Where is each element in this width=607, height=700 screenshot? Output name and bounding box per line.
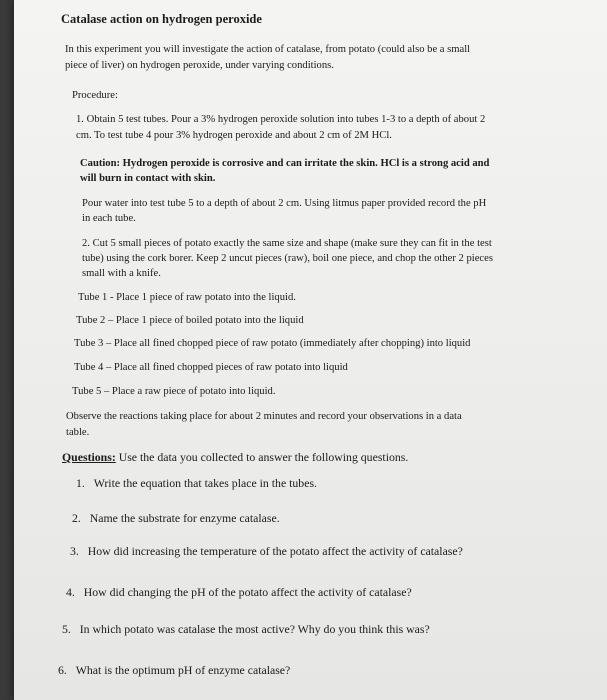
question-text: In which potato was catalase the most active? Why do you think this was? — [79, 622, 430, 636]
water-line-1: Pour water into test tube 5 to a depth of about 2 cm. Using litmus paper provided record the pH — [82, 198, 487, 209]
caution-line-1: Caution: Hydrogen peroxide is corrosive and can irritate the skin. HCl is a strong acid and — [80, 158, 490, 169]
tube-3-instruction: Tube 3 – Place all fined chopped piece of raw potato (immediately after chopping) into liquid — [74, 338, 471, 349]
questions-intro: Use the data you collected to answer the following questions. — [115, 450, 409, 464]
question-5 — [62, 623, 430, 636]
questions-label: Questions: — [62, 450, 116, 464]
water-line-2: in each tube. — [82, 213, 136, 224]
step-2-line-3: small with a knife. — [82, 268, 161, 279]
question-number: 5. — [62, 622, 71, 636]
caution-line-2: will burn in contact with skin. — [80, 173, 216, 184]
intro-line-1: In this experiment you will investigate the action of catalase, from potato (could also be a small — [65, 44, 471, 55]
question-1 — [76, 477, 317, 490]
question-3 — [70, 545, 463, 558]
question-text: How did changing the pH of the potato affect the activity of catalase? — [83, 585, 412, 599]
question-number: 1. — [76, 476, 85, 490]
question-number: 3. — [70, 544, 79, 558]
worksheet-page — [14, 0, 607, 700]
question-text: How did increasing the temperature of the potato affect the activity of catalase? — [87, 544, 463, 558]
question-4 — [66, 586, 412, 599]
question-number: 4. — [66, 585, 75, 599]
question-number: 2. — [72, 511, 81, 525]
question-text: Name the substrate for enzyme catalase. — [89, 511, 280, 525]
step-1-line-2: cm. To test tube 4 pour 3% hydrogen peroxide and about 2 cm of 2M HCl. — [76, 130, 392, 141]
tube-1-instruction: Tube 1 - Place 1 piece of raw potato into the liquid. — [78, 292, 296, 303]
tube-4-instruction: Tube 4 – Place all fined chopped pieces of raw potato into liquid — [74, 362, 348, 373]
intro-line-2: piece of liver) on hydrogen peroxide, under varying conditions. — [65, 60, 334, 71]
step-2-line-2: tube) using the cork borer. Keep 2 uncut pieces (raw), boil one piece, and chop the other 2 pieces — [82, 253, 493, 264]
question-number: 6. — [58, 663, 67, 677]
question-6 — [58, 664, 290, 677]
question-text: Write the equation that takes place in the tubes. — [93, 476, 317, 490]
observe-line-2: table. — [66, 427, 90, 438]
step-1-line-1: 1. Obtain 5 test tubes. Pour a 3% hydrogen peroxide solution into tubes 1-3 to a depth of about 2 — [76, 114, 486, 125]
tube-5-instruction: Tube 5 – Place a raw piece of potato into liquid. — [72, 386, 276, 397]
procedure-heading: Procedure: — [72, 90, 118, 101]
observe-line-1: Observe the reactions taking place for about 2 minutes and record your observations in a data — [66, 411, 462, 422]
question-2 — [72, 512, 280, 525]
questions-heading — [62, 451, 408, 464]
step-2-line-1: 2. Cut 5 small pieces of potato exactly the same size and shape (make sure they can fit in the test — [82, 238, 492, 249]
question-text: What is the optimum pH of enzyme catalase? — [75, 663, 291, 677]
tube-2-instruction: Tube 2 – Place 1 piece of boiled potato into the liquid — [76, 315, 304, 326]
document-title: Catalase action on hydrogen peroxide — [61, 12, 262, 26]
